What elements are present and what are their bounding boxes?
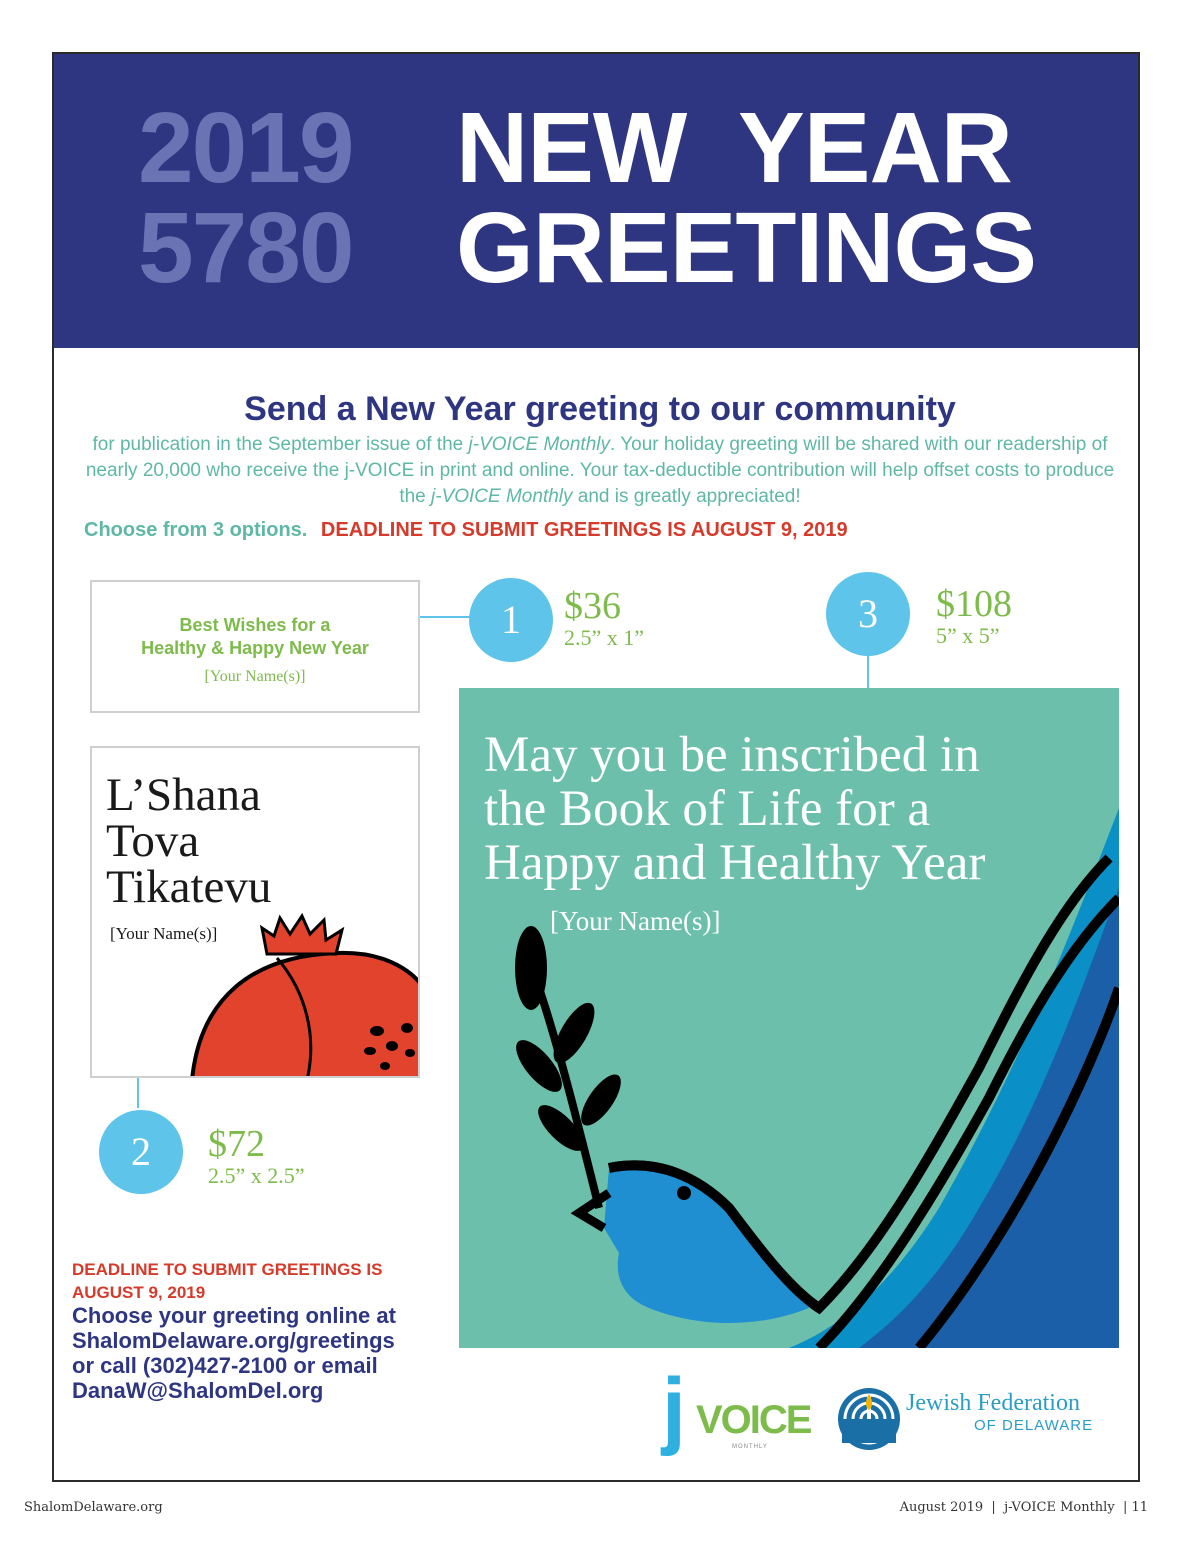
banner-years bbox=[138, 92, 353, 304]
jewish-federation-logo bbox=[836, 1386, 1096, 1456]
year-gregorian: 2019 bbox=[138, 92, 353, 204]
sample-2-line-2: Tova bbox=[106, 815, 200, 867]
option-2-size: 2.5” x 2.5” bbox=[208, 1163, 305, 1188]
intro-text-2: . Your holiday greeting will be shared with our readership of nearly 20,000 who receive the j-VOICE in print and online. Your tax-deductible contribution will help offset costs to produce the bbox=[85, 434, 1115, 507]
greeting-sample-2 bbox=[90, 746, 420, 1078]
sample-1-name-placeholder: [Your Name(s)] bbox=[204, 668, 306, 685]
option-3-amount: $108 bbox=[936, 583, 1012, 625]
jvoice-logo bbox=[662, 1361, 811, 1472]
greetings-link[interactable]: ShalomDelaware.org/greetings bbox=[72, 1328, 395, 1353]
option-1-badge: 1 bbox=[469, 578, 553, 662]
intro-publication-1: j-VOICE Monthly bbox=[468, 434, 610, 455]
sample-3-line-2: the Book of Life for a bbox=[484, 781, 931, 837]
contact-line-3: or call (302)427-2100 or email bbox=[72, 1353, 378, 1378]
sample-2-name-placeholder: [Your Name(s)] bbox=[110, 924, 218, 943]
bottom-deadline bbox=[72, 1258, 382, 1304]
intro-text-3: and is greatly appreciated! bbox=[572, 486, 801, 507]
contact-line-1: Choose your greeting online at bbox=[72, 1303, 396, 1328]
option-2-price bbox=[208, 1124, 305, 1188]
connector-1 bbox=[420, 616, 472, 618]
banner-title bbox=[456, 92, 1036, 304]
option-1-amount: $36 bbox=[564, 585, 621, 627]
option-2-amount: $72 bbox=[208, 1123, 265, 1165]
title-banner bbox=[54, 54, 1138, 348]
bottom-deadline-line-1: DEADLINE TO SUBMIT GREETINGS IS bbox=[72, 1260, 383, 1279]
menorah-icon bbox=[836, 1386, 902, 1452]
federation-region: OF DELAWARE bbox=[974, 1417, 1094, 1434]
email-link[interactable]: DanaW@ShalomDel.org bbox=[72, 1378, 324, 1403]
bottom-deadline-line-2: AUGUST 9, 2019 bbox=[72, 1283, 206, 1302]
sample-2-line-3: Tikatevu bbox=[106, 861, 272, 913]
intro-paragraph bbox=[80, 432, 1120, 510]
sample-2-greeting bbox=[106, 769, 272, 913]
jvoice-logo-sub: MONTHLY bbox=[732, 1444, 768, 1450]
jvoice-logo-j: j bbox=[662, 1361, 686, 1457]
footer-issue-info: August 2019 | j-VOICE Monthly | 11 bbox=[899, 1500, 1148, 1515]
year-hebrew: 5780 bbox=[138, 192, 353, 304]
option-2-badge: 2 bbox=[99, 1110, 183, 1194]
sample-3-greeting bbox=[484, 728, 985, 890]
contact-info bbox=[72, 1303, 396, 1403]
option-1-size: 2.5” x 1” bbox=[564, 625, 645, 650]
greeting-sample-1 bbox=[90, 580, 420, 713]
option-1-price bbox=[564, 586, 644, 650]
sample-1-line-1: Best Wishes for a bbox=[179, 615, 331, 635]
sample-3-line-1: May you be inscribed in bbox=[484, 727, 980, 783]
deadline-text: DEADLINE TO SUBMIT GREETINGS IS AUGUST 9, 2019 bbox=[320, 519, 848, 541]
connector-3 bbox=[867, 656, 869, 688]
option-3-size: 5” x 5” bbox=[936, 623, 1000, 648]
federation-name: Jewish Federation bbox=[906, 1390, 1080, 1416]
sample-1-line-2: Healthy & Happy New Year bbox=[141, 638, 369, 658]
sample-3-name-placeholder: [Your Name(s)] bbox=[550, 906, 721, 936]
intro-publication-2: j-VOICE Monthly bbox=[431, 486, 573, 507]
options-line bbox=[84, 519, 848, 542]
intro-text-1: for publication in the September issue of the bbox=[92, 434, 469, 455]
footer-website[interactable]: ShalomDelaware.org bbox=[24, 1500, 163, 1515]
option-3-price bbox=[936, 584, 1012, 648]
jvoice-logo-voice: VOICE bbox=[696, 1398, 811, 1442]
sample-2-line-1: L’Shana bbox=[106, 769, 261, 821]
connector-2 bbox=[137, 1078, 139, 1108]
greeting-sample-3 bbox=[459, 688, 1119, 1348]
sample-3-line-3: Happy and Healthy Year bbox=[484, 835, 986, 891]
title-line-2: GREETINGS bbox=[456, 192, 1036, 304]
page-headline: Send a New Year greeting to our community bbox=[244, 390, 956, 428]
choose-options-text: Choose from 3 options. bbox=[84, 519, 308, 541]
option-3-badge: 3 bbox=[826, 572, 910, 656]
title-line-1: NEW YEAR bbox=[456, 92, 1012, 204]
